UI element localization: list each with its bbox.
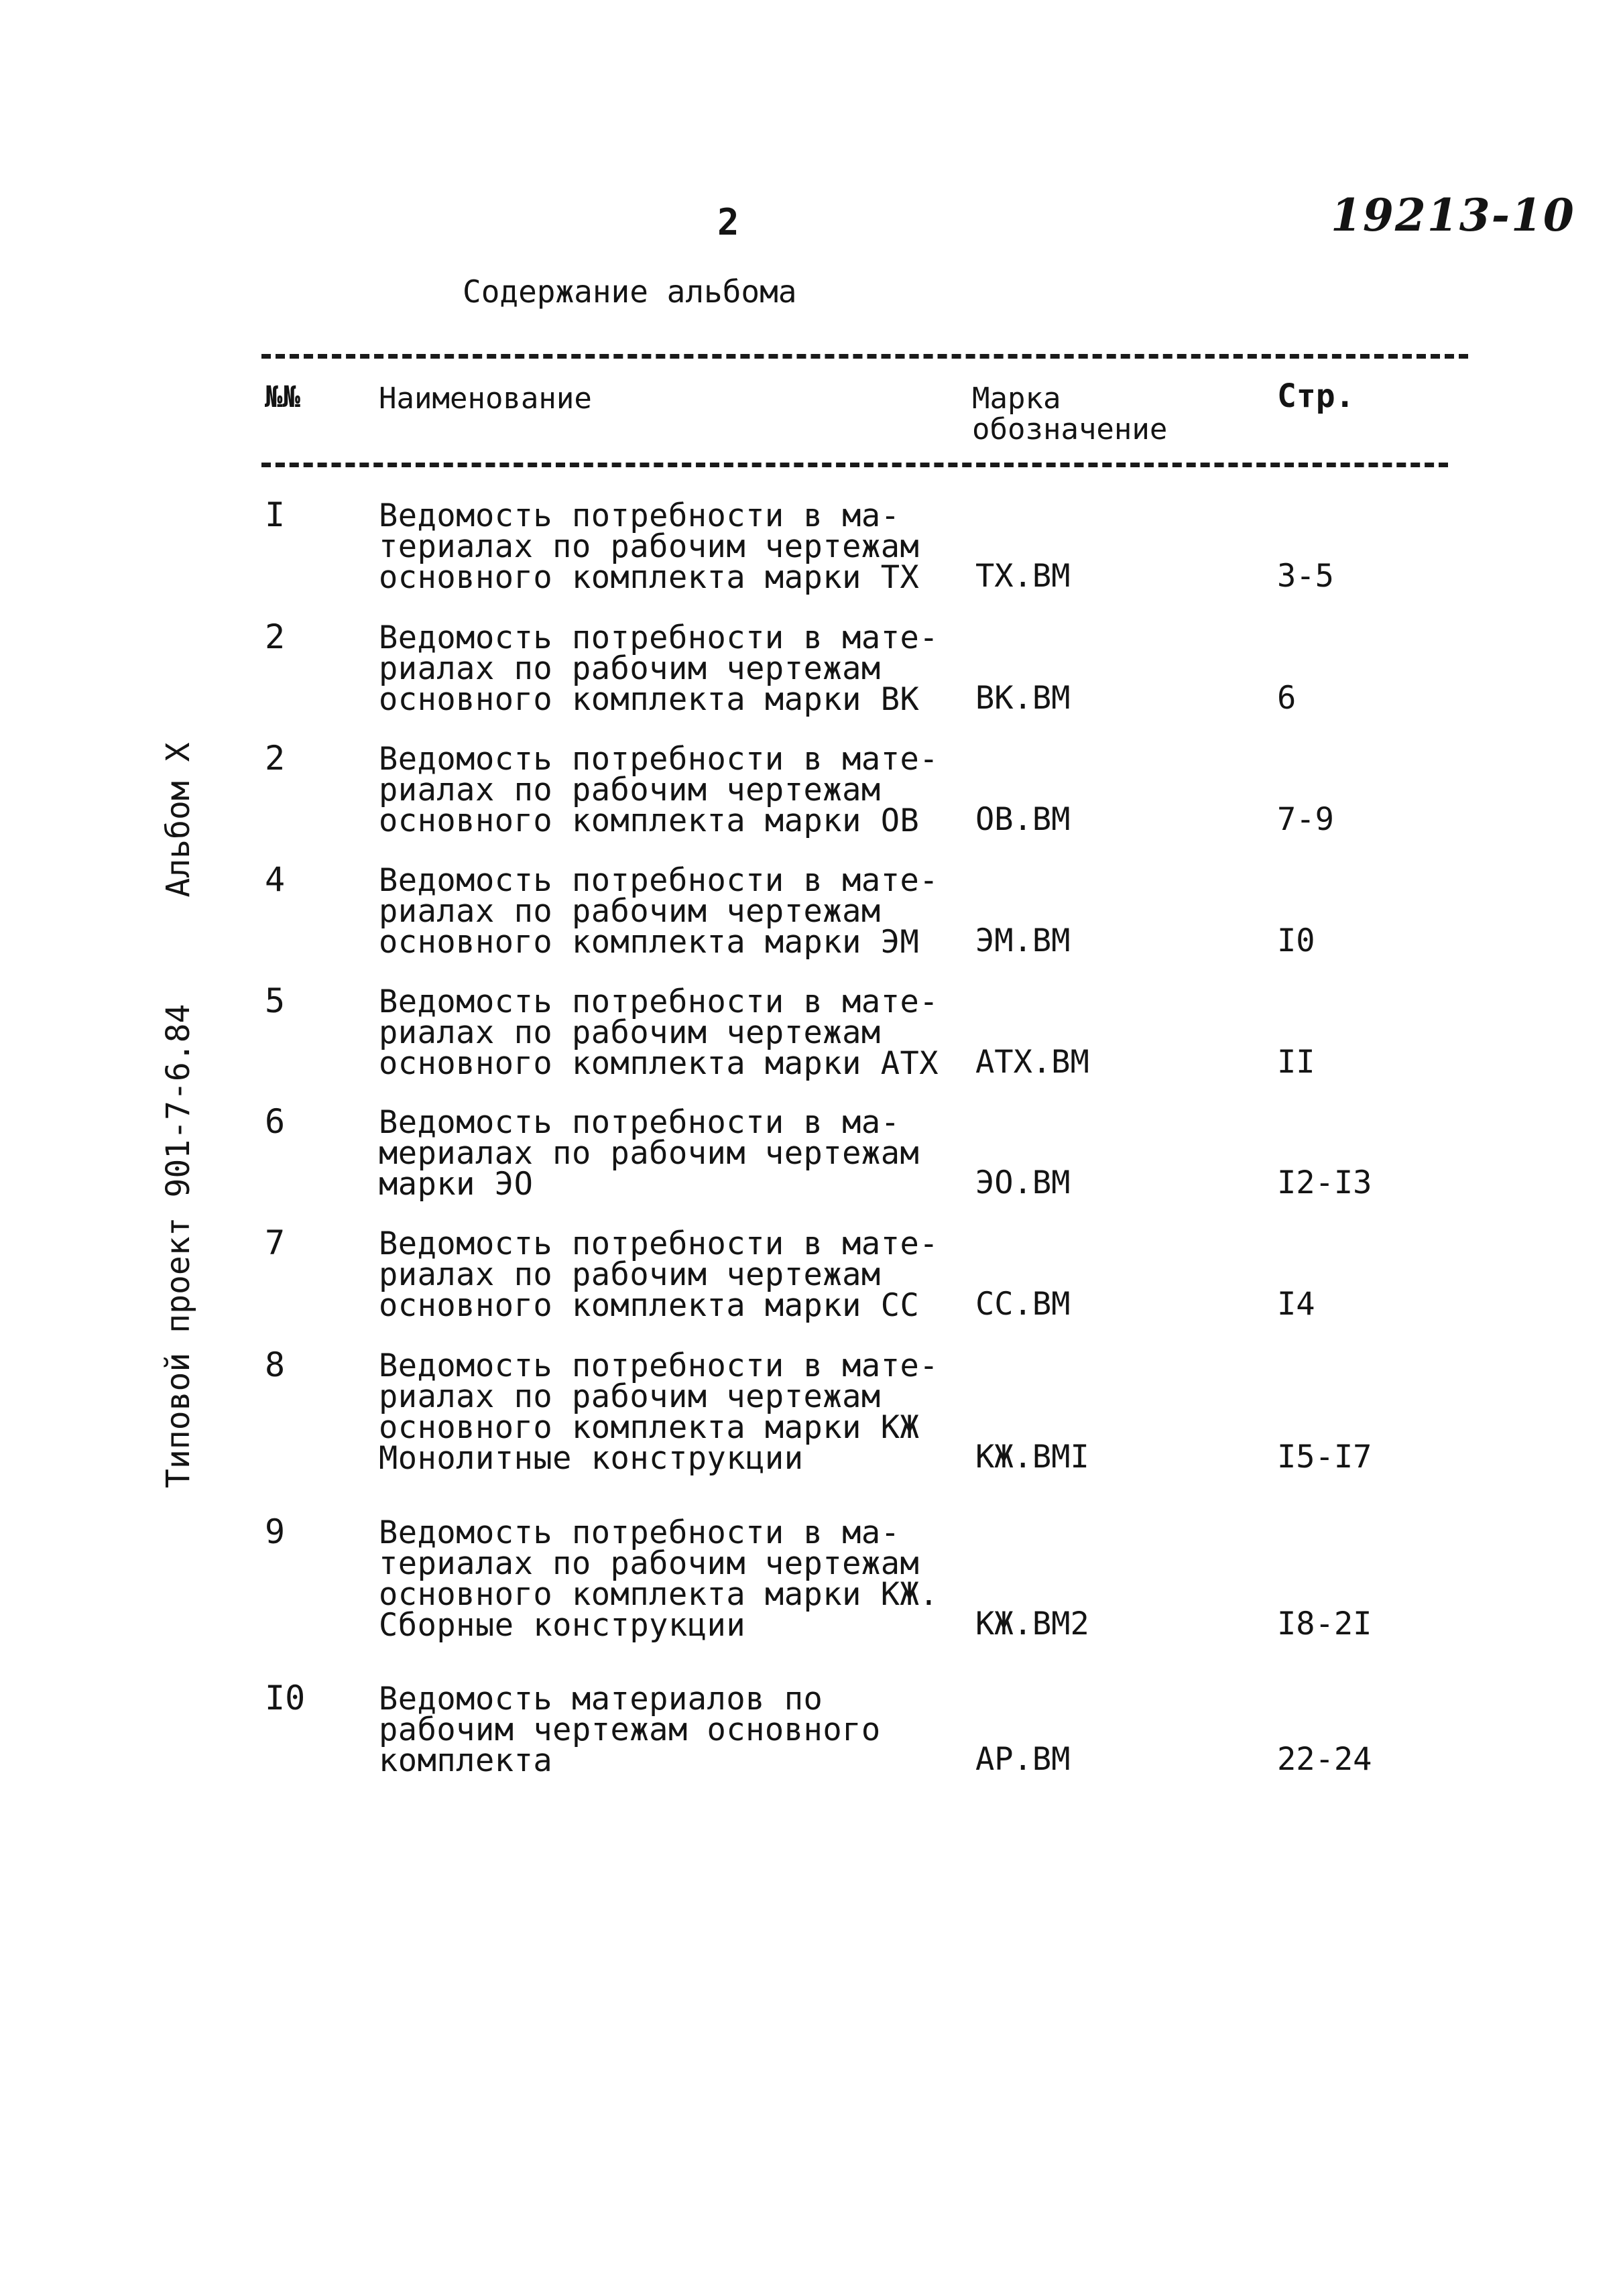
row-number: I bbox=[265, 495, 286, 534]
row-mark: ВК.ВМ bbox=[975, 680, 1071, 717]
header-name: Наименование bbox=[379, 381, 592, 416]
row-pages: II bbox=[1277, 1044, 1315, 1081]
row-number: 4 bbox=[265, 860, 286, 899]
header-mark bbox=[972, 383, 1167, 445]
row-name: Ведомость потребности в мате- риалах по рабочим чертежам основного комплекта марки ОВ bbox=[379, 741, 939, 839]
row-pages: I0 bbox=[1277, 922, 1315, 959]
row-mark: КЖ.ВМ2 bbox=[975, 1606, 1089, 1642]
row-number: 2 bbox=[265, 739, 286, 778]
album-label: Альбом Х bbox=[160, 742, 197, 898]
row-mark: СС.ВМ bbox=[975, 1286, 1071, 1323]
page-number: 2 bbox=[717, 201, 739, 243]
row-mark: ЭО.ВМ bbox=[975, 1164, 1071, 1201]
row-number: 2 bbox=[265, 617, 286, 656]
row-name: Ведомость потребности в ма- мериалах по рабочим чертежам марки ЭО bbox=[379, 1104, 920, 1203]
header-number: №№ bbox=[265, 380, 300, 414]
row-mark: АР.ВМ bbox=[975, 1741, 1071, 1778]
row-pages: I4 bbox=[1277, 1286, 1315, 1323]
row-pages: 22-24 bbox=[1277, 1741, 1372, 1778]
document-title: Содержание альбома bbox=[463, 274, 797, 310]
row-pages: 3-5 bbox=[1277, 558, 1334, 595]
row-pages: I5-I7 bbox=[1277, 1439, 1372, 1475]
row-mark: ЭМ.ВМ bbox=[975, 922, 1071, 959]
row-mark: ОВ.ВМ bbox=[975, 801, 1071, 838]
row-name: Ведомость потребности в мате- риалах по рабочим чертежам основного комплекта марки АТХ bbox=[379, 983, 939, 1082]
row-number: 8 bbox=[265, 1345, 286, 1384]
header-mark-line2: обозначение bbox=[972, 412, 1168, 446]
project-label: Типовой проект 901-7-6.84 bbox=[160, 1004, 197, 1488]
document-code: 19213-10 bbox=[1331, 189, 1575, 241]
row-name: Ведомость потребности в мате- риалах по рабочим чертежам основного комплекта марки ЭМ bbox=[379, 862, 939, 961]
row-name: Ведомость материалов по рабочим чертежам основного комплекта bbox=[379, 1681, 881, 1779]
row-name: Ведомость потребности в ма- териалах по рабочим чертежам основного комплекта марки КЖ. Сборные конструкции bbox=[379, 1514, 939, 1644]
row-mark: АТХ.ВМ bbox=[975, 1044, 1089, 1081]
row-name: Ведомость потребности в мате- риалах по рабочим чертежам основного комплекта марки ВК bbox=[379, 619, 939, 718]
row-number: I0 bbox=[265, 1679, 306, 1717]
side-caption bbox=[160, 742, 197, 1488]
header-page: Стр. bbox=[1277, 377, 1355, 415]
row-name: Ведомость потребности в мате- риалах по рабочим чертежам основного комплекта марки СС bbox=[379, 1225, 939, 1324]
row-number: 5 bbox=[265, 981, 286, 1020]
row-pages: 6 bbox=[1277, 680, 1297, 717]
row-number: 7 bbox=[265, 1223, 286, 1262]
row-mark: КЖ.ВМI bbox=[975, 1439, 1089, 1475]
row-mark: ТХ.ВМ bbox=[975, 558, 1071, 595]
row-number: 9 bbox=[265, 1512, 286, 1551]
row-name: Ведомость потребности в мате- риалах по рабочим чертежам основного комплекта марки КЖ Монолитные конструкции bbox=[379, 1347, 939, 1477]
table-rule-header bbox=[261, 463, 1448, 467]
table-rule-top bbox=[261, 354, 1468, 359]
row-pages: I8-2I bbox=[1277, 1606, 1372, 1642]
row-pages: I2-I3 bbox=[1277, 1164, 1372, 1201]
row-name: Ведомость потребности в ма- териалах по рабочим чертежам основного комплекта марки ТХ bbox=[379, 497, 920, 596]
row-pages: 7-9 bbox=[1277, 801, 1334, 838]
row-number: 6 bbox=[265, 1102, 286, 1141]
header-mark-line1: Марка bbox=[972, 381, 1061, 416]
